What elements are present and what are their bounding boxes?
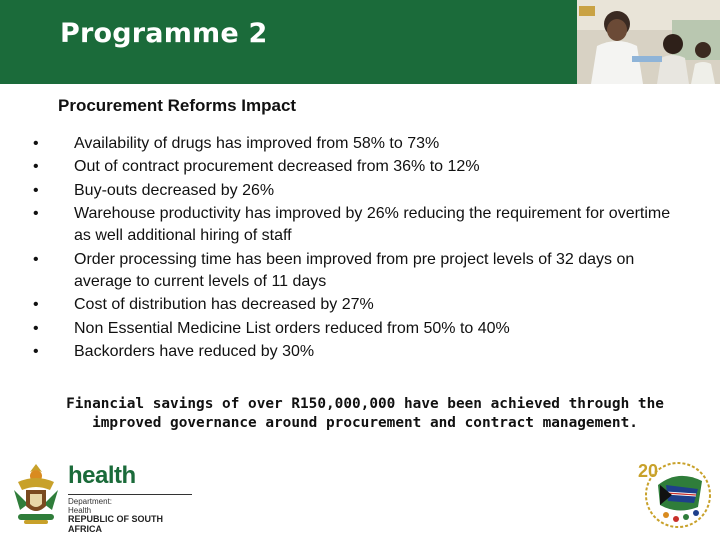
bullet-item <box>33 133 683 155</box>
bullet-marker: • <box>33 296 39 314</box>
coat-of-arms-logo <box>8 460 64 526</box>
bullet-marker: • <box>33 181 39 199</box>
header-bar <box>0 0 720 84</box>
bullet-marker: • <box>33 342 39 360</box>
savings-statement: Financial savings of over R150,000,000 have been achieved through the improved governance around procurement and contract management. <box>66 396 664 431</box>
header-photo <box>577 0 720 84</box>
bullet-item <box>33 249 683 293</box>
bullet-marker: • <box>33 250 39 268</box>
department-name: Health <box>68 506 92 515</box>
bullet-text: Buy-outs decreased by 26% <box>74 181 275 199</box>
bullet-item <box>33 341 683 363</box>
bullet-item <box>33 318 683 340</box>
bullet-item <box>33 203 683 247</box>
bullet-text: Cost of distribution has decreased by 27% <box>74 296 374 314</box>
department-of-health-logo <box>68 462 198 534</box>
impact-bullet-list <box>33 133 683 364</box>
bullet-marker: • <box>33 205 39 223</box>
bullet-marker: • <box>33 135 39 152</box>
bullet-item <box>33 180 683 202</box>
bullet-text: Out of contract procurement decreased from 36% to 12% <box>74 158 480 176</box>
country-label: REPUBLIC OF SOUTH AFRICA <box>68 514 164 534</box>
bullet-marker: • <box>33 158 39 176</box>
health-wordmark: health <box>68 462 136 489</box>
twenty-numeral: 20 <box>638 461 659 481</box>
bullet-item <box>33 156 683 178</box>
bullet-text: Warehouse productivity has improved by 26% reducing the requirement for overtime as well additional hiring of staff <box>74 205 671 245</box>
department-label: Department: <box>68 497 113 506</box>
twenty-years-logo <box>636 455 716 535</box>
bullet-text: Availability of drugs has improved from 58% to 73% <box>74 135 440 152</box>
bullet-text: Non Essential Medicine List orders reduced from 50% to 40% <box>74 319 510 337</box>
bullet-item <box>33 294 683 316</box>
bullet-marker: • <box>33 319 39 337</box>
bullet-text: Order processing time has been improved from pre project levels of 32 days on average to current levels of 11 days <box>74 250 635 290</box>
bullet-text: Backorders have reduced by 30% <box>74 342 315 360</box>
slide-title: Programme 2 <box>60 18 268 49</box>
section-subtitle: Procurement Reforms Impact <box>58 96 297 115</box>
logo-divider <box>68 494 192 495</box>
